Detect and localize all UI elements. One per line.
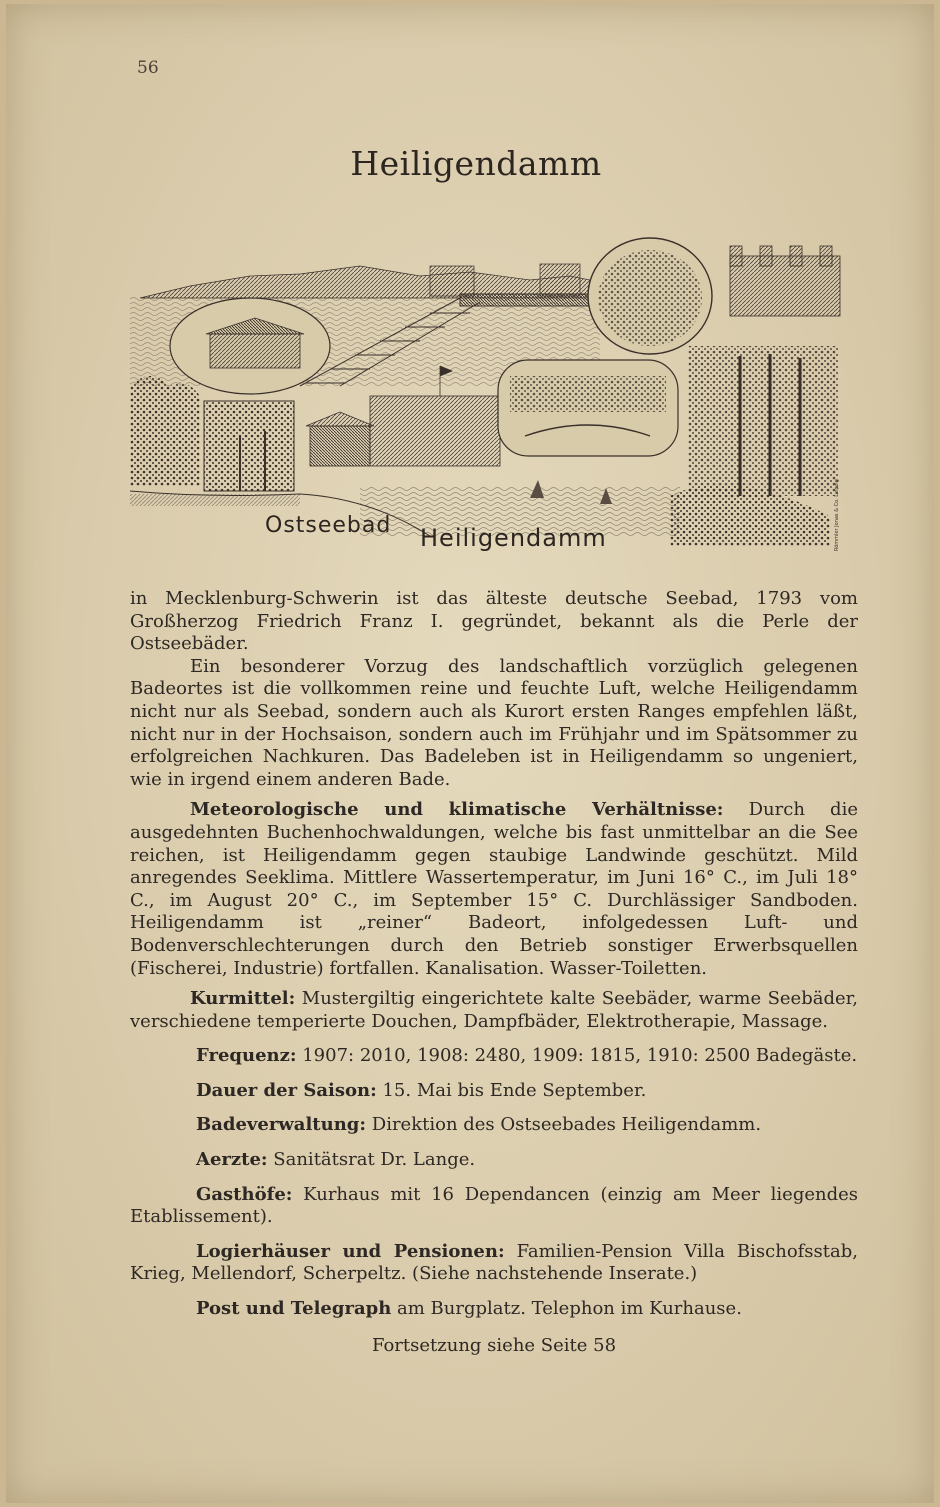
verwaltung-heading: Badeverwaltung: [196, 1114, 367, 1136]
book-page [6, 4, 934, 1503]
illustration-caption-2: Heiligendamm [420, 524, 607, 552]
klima-heading: Meteorologische und klimatische Verhältnisse: [190, 799, 724, 821]
verwaltung-text: Direktion des Ostseebades Heiligendamm. [371, 1114, 762, 1136]
post-text: am Burgplatz. Telephon im Kurhause. [397, 1298, 742, 1320]
article-body [130, 588, 858, 1357]
aerzte-heading: Aerzte: [196, 1149, 268, 1171]
saison-heading: Dauer der Saison: [196, 1079, 377, 1101]
aerzte-paragraph [130, 1149, 858, 1172]
saison-paragraph [130, 1080, 858, 1103]
logier-text: Familien-Pension Villa Bischofsstab, Krieg, Mellendorf, Scherpeltz. (Siehe nachstehende Inserate.) [130, 1240, 858, 1285]
kurmittel-text: Mustergiltig eingerichtete kalte Seebäder, warme Seebäder, verschiedene temperierte Douchen, Dampfbäder, Elektrotherapie, Massage. [130, 988, 858, 1032]
kurmittel-paragraph [130, 988, 858, 1033]
heiligendamm-engraving [130, 236, 850, 554]
forest-right [670, 346, 838, 546]
klima-paragraph [130, 799, 858, 980]
castle [730, 246, 840, 316]
kurmittel-heading: Kurmittel: [190, 988, 296, 1010]
page-number: 56 [137, 58, 159, 78]
frequenz-paragraph [130, 1045, 858, 1068]
intro-paragraph: in Mecklenburg-Schwerin ist das älteste deutsche Seebad, 1793 vom Großherzog Friedrich Franz I. gegründet, bekannt als die Perle der Ostseebäder. [130, 588, 858, 655]
gasthoefe-text: Kurhaus mit 16 Dependancen (einzig am Meer liegendes Etablissement). [130, 1183, 858, 1228]
klima-text: Durch die ausgedehnten Buchenhochwaldungen, welche bis fast unmittelbar an die See reichen, ist Heiligendamm gegen staubige Landwinde geschützt. Mild anregendes Seeklima. Mittlere Wassertemperatur, im Juni 16° C., im Juli 18° C., im August 20° C., im September 15° C. Durchlässiger Sandboden. Heiligendamm ist „reiner“ Badeort, infolgedessen Luft- und Bodenverschlechterungen durch den Betrieb sonstiger Erwerbsquellen (Fischerei, Industrie) fortfallen. Kanalisation. Wasser-Toiletten. [130, 799, 858, 979]
logier-heading: Logierhäuser und Pensionen: [196, 1240, 505, 1262]
logier-paragraph [130, 1241, 858, 1286]
gasthoefe-heading: Gasthöfe: [196, 1183, 293, 1205]
vorzug-paragraph: Ein besonderer Vorzug des landschaftlich vorzüglich gelegenen Badeortes ist die vollkommen reine und feuchte Luft, welche Heiligendamm nicht nur als Seebad, sondern auch als Kurort ersten Ranges empfehlen läßt, nicht nur in der Hochsaison, sondern auch im Frühjahr und im Spätsommer zu erfolgreichen Nachkuren. Das Badeleben ist in Heiligendamm so ungeniert, wie in irgend einem anderen Bade. [130, 655, 858, 790]
printer-mark: Römmler Jonas & Co. Leipzig [834, 479, 840, 551]
aerzte-text: Sanitätsrat Dr. Lange. [273, 1149, 476, 1171]
saison-text: 15. Mai bis Ende September. [382, 1079, 647, 1101]
continuation-note: Fortsetzung siehe Seite 58 [371, 1334, 617, 1356]
bridge-vignette [498, 360, 678, 456]
post-paragraph [130, 1298, 858, 1321]
post-heading: Post und Telegraph [196, 1298, 392, 1320]
park-vignette [588, 238, 712, 354]
verwaltung-paragraph [130, 1114, 858, 1137]
gasthoefe-paragraph [130, 1184, 858, 1229]
illustration-caption-1: Ostseebad [265, 513, 392, 538]
villa-vignette [170, 298, 330, 394]
frequenz-text: 1907: 2010, 1908: 2480, 1909: 1815, 1910: 2500 Badegäste. [302, 1045, 858, 1067]
town-skyline [140, 264, 600, 298]
page-title: Heiligendamm [350, 144, 602, 183]
frequenz-heading: Frequenz: [196, 1045, 297, 1067]
